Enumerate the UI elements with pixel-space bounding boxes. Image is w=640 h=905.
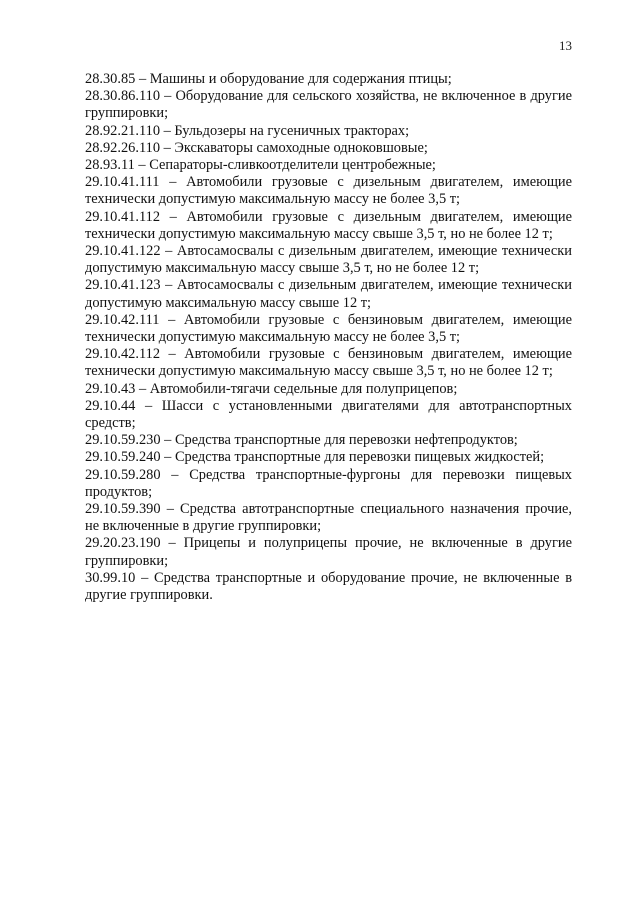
- list-item: 29.10.59.240 – Средства транспортные для перевозки пищевых жидкостей;: [85, 449, 545, 466]
- list-item: 28.30.86.110 – Оборудование для сельского хозяйства, не включенное в другие группировки;: [85, 88, 572, 122]
- list-item: 28.30.85 – Машины и оборудование для содержания птицы;: [85, 71, 452, 87]
- list-item: 28.92.21.110 – Бульдозеры на гусеничных тракторах;: [85, 122, 410, 139]
- list-item: 29.10.41.123 – Автосамосвалы с дизельным двигателем, имеющие технически допустимую максимальную массу свыше 12 т;: [85, 277, 572, 311]
- list-item: 29.10.59.230 – Средства транспортные для перевозки нефтепродуктов;: [85, 432, 518, 449]
- list-item: 29.10.41.111 – Автомобили грузовые с дизельным двигателем, имеющие технически допустимую максимальную массу не более 3,5 т;: [85, 174, 572, 208]
- list-item: 29.10.41.122 – Автосамосвалы с дизельным двигателем, имеющие технически допустимую максимальную массу свыше 3,5 т, но не более 12 т;: [85, 243, 572, 277]
- list-item: 28.93.11 – Сепараторы-сливкоотделители центробежные;: [85, 157, 436, 174]
- list-item: 29.10.44 – Шасси с установленными двигателями для автотранспортных средств;: [85, 397, 572, 432]
- list-item: 28.92.26.110 – Экскаваторы самоходные одноковшовые;: [85, 139, 428, 156]
- page-number: 13: [559, 38, 572, 53]
- list-item: 29.10.59.390 – Средства автотранспортные специального назначения прочие, не включенные в другие группировки;: [85, 501, 572, 535]
- list-item: 29.20.23.190 – Прицепы и полуприцепы прочие, не включенные в другие группировки;: [85, 535, 572, 569]
- list-item: 29.10.59.280 – Средства транспортные-фургоны для перевозки пищевых продуктов;: [85, 466, 572, 500]
- list-item: 29.10.42.112 – Автомобили грузовые с бензиновым двигателем, имеющие технически допустимую максимальную массу свыше 3,5 т, но не более 12 т;: [85, 346, 572, 380]
- list-item: 30.99.10 – Средства транспортные и оборудование прочие, не включенные в другие группировки.: [85, 569, 572, 604]
- list-item: 29.10.43 – Автомобили-тягачи седельные для полуприцепов;: [85, 380, 458, 397]
- list-item: 29.10.42.111 – Автомобили грузовые с бензиновым двигателем, имеющие технически допустимую максимальную массу не более 3,5 т;: [85, 311, 572, 346]
- entries-list: [85, 71, 572, 604]
- list-item: 29.10.41.112 – Автомобили грузовые с дизельным двигателем, имеющие технически допустимую максимальную массу свыше 3,5 т, но не более 12 т;: [85, 208, 572, 242]
